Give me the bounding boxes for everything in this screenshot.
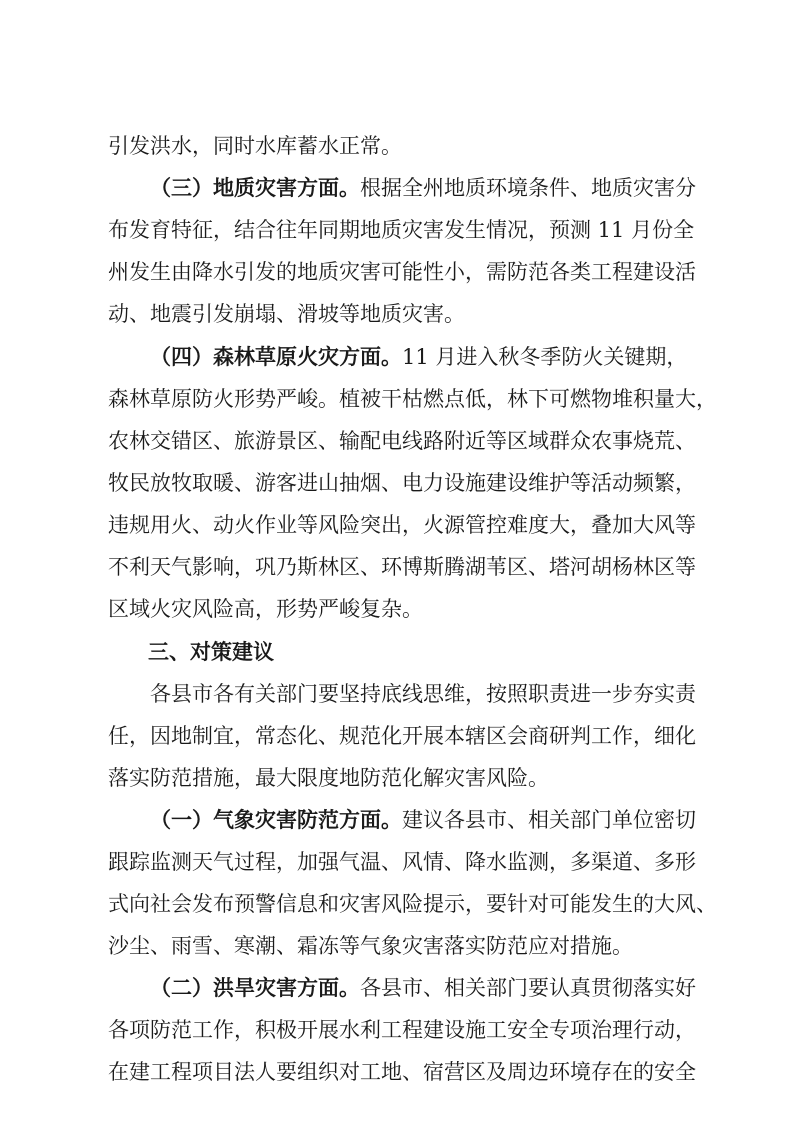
text-line: 引发洪水，同时水库蓄水正常。 [108,134,402,158]
text-line: 违规用火、动火作业等风险突出，火源管控难度大，叠加大风等 [108,513,696,537]
text-line: 跟踪监测天气过程，加强气温、风情、降水监测，多渠道、多形 [108,850,696,874]
paragraph-heading-flood: （二）洪旱灾害方面。各县市、相关部门要认真贯彻落实好 [150,975,696,1000]
text-line: 落实防范措施，最大限度地防范化解灾害风险。 [108,766,549,790]
paragraph-heading-weather: （一）气象灾害防范方面。建议各县市、相关部门单位密切 [150,807,696,832]
text-line: 州发生由降水引发的地质灾害可能性小，需防范各类工程建设活 [108,260,696,284]
text-line: 不利天气影响，巩乃斯林区、环博斯腾湖苇区、塔河胡杨林区等 [108,555,696,579]
text-line: 森林草原防火形势严峻。植被干枯燃点低，林下可燃物堆积量大， [108,387,717,411]
text-line: 各项防范工作，积极开展水利工程建设施工安全专项治理行动， [108,1018,696,1042]
section-lead: （二）洪旱灾害方面。 [150,975,360,1000]
paragraph-heading-forest: （四）森林草原火灾方面。11 月进入秋冬季防火关键期， [150,344,688,369]
text-line: 各县市各有关部门要坚持底线思维，按照职责进一步夯实责 [150,682,696,706]
section-heading: 三、对策建议 [148,640,274,664]
text-line: 任，因地制宜，常态化、规范化开展本辖区会商研判工作，细化 [108,724,696,748]
text-line: 在建工程项目法人要组织对工地、宿营区及周边环境存在的安全 [108,1060,696,1084]
text-line: 区域火灾风险高，形势严峻复杂。 [108,597,423,621]
section-lead: （三）地质灾害方面。 [150,175,360,200]
paragraph-heading-geology: （三）地质灾害方面。根据全州地质环境条件、地质灾害分 [150,175,696,200]
text-line: 牧民放牧取暖、游客进山抽烟、电力设施建设维护等活动频繁， [108,471,696,495]
section-lead: （四）森林草原火灾方面。 [150,344,402,369]
text-line: 农林交错区、旅游景区、输配电线路附近等区域群众农事烧荒、 [108,429,696,453]
text-line: 动、地震引发崩塌、滑坡等地质灾害。 [108,302,465,326]
text-line: 式向社会发布预警信息和灾害风险提示，要针对可能发生的大风、 [108,892,717,916]
text-line: 沙尘、雨雪、寒潮、霜冻等气象灾害落实防范应对措施。 [108,934,633,958]
section-lead: （一）气象灾害防范方面。 [150,807,402,832]
text-line: 布发育特征，结合往年同期地质灾害发生情况，预测 11 月份全 [108,218,695,242]
